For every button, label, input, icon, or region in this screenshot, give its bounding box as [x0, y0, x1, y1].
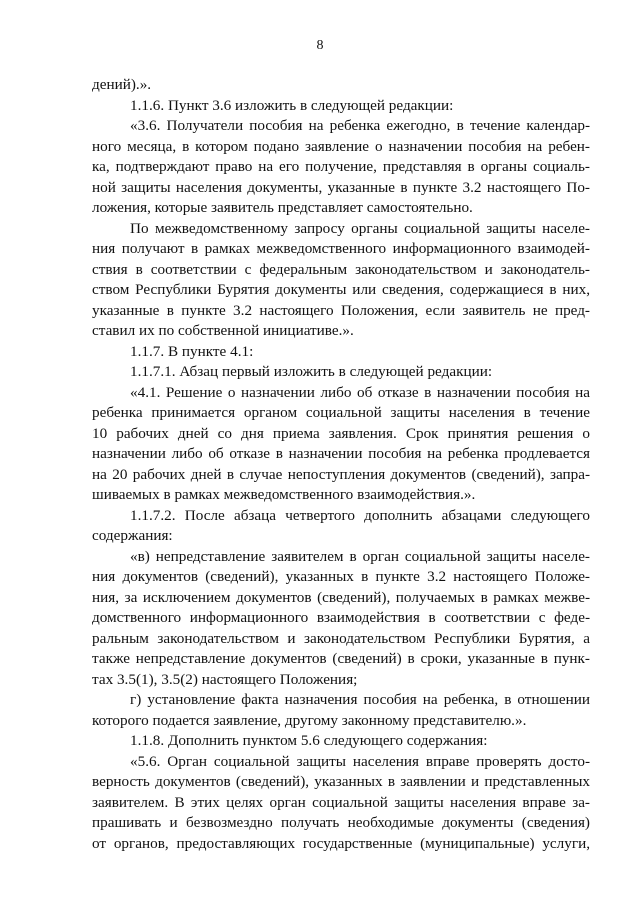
text-line: верность документов (сведений), указанных в заявлении и представленных [92, 773, 590, 790]
text-line: ставил их по собственной инициативе.». [92, 322, 354, 339]
text-line: дений).». [92, 76, 152, 93]
text-line: от органов, предоставляющих государственные (муниципальные) услуги, [92, 834, 590, 852]
text-line: «в) непредставление заявителем в орган социальной защиты населе- [130, 547, 590, 565]
text-line: домственного информационного взаимодействия в соответствии с феде- [92, 609, 590, 626]
text-line: тах 3.5(1), 3.5(2) настоящего Положения; [92, 670, 358, 688]
text-line: ребенка принимается органом социальной защиты населения в течение [92, 404, 590, 421]
text-line: прашивать и безвозмездно получать необходимые документы (сведения) [92, 814, 590, 831]
text-line: «5.6. Орган социальной защиты населения вправе проверять досто- [130, 752, 590, 770]
text-line: По межведомственному запросу органы социальной защиты населе- [130, 219, 590, 237]
text-line: 1.1.7. В пункте 4.1: [130, 342, 254, 360]
text-line: 10 рабочих дней со дня приема заявления. Срок принятия решения о [92, 424, 590, 442]
text-line: ствия в соответствии с федеральным законодательством и законодатель- [92, 260, 590, 278]
text-line: на 20 рабочих дней в случае непоступления документов (сведений), запра- [92, 465, 590, 483]
page-number: 8 [316, 38, 324, 53]
text-line: шиваемых в рамках межведомственного взаимодействия.». [92, 486, 476, 503]
text-line: 1.1.6. Пункт 3.6 изложить в следующей редакции: [130, 96, 454, 114]
text-line: содержания: [92, 527, 173, 544]
text-line: назначении либо об отказе в назначении пособия на ребенка продлевается [92, 445, 590, 462]
text-line: г) установление факта назначения пособия на ребенка, в отношении [130, 691, 590, 708]
text-line: ством Республики Бурятия документы или сведения, содержащиеся в них, [92, 281, 590, 298]
document-body [92, 75, 590, 854]
text-line: 1.1.8. Дополнить пунктом 5.6 следующего содержания: [130, 732, 488, 749]
text-line: также непредставление документов (сведений) в сроки, указанные в пунк- [92, 650, 590, 667]
text-line: ния документов (сведений), указанных в пункте 3.2 настоящего Положе- [92, 568, 590, 585]
text-line: ния получают в рамках межведомственного информационного взаимодей- [92, 240, 590, 257]
text-line: 1.1.7.2. После абзаца четвертого дополнить абзацами следующего [130, 506, 590, 524]
text-line: указанные в пункте 3.2 настоящего Положения, если заявитель не пред- [92, 301, 590, 319]
text-line: ного месяца, в котором подано заявление о назначении пособия на ребен- [92, 137, 590, 155]
text-line: заявителем. В этих целях орган социальной защиты населения вправе за- [92, 793, 590, 811]
text-line: ка, подтверждают право на его получение, представляя в органы социаль- [92, 158, 590, 175]
text-line: ложения, которые заявитель представляет самостоятельно. [92, 199, 473, 216]
text-line: которого подается заявление, другому законному представителю.». [92, 711, 527, 729]
text-line: «4.1. Решение о назначении либо об отказе в назначении пособия на [130, 383, 590, 401]
text-line: 1.1.7.1. Абзац первый изложить в следующей редакции: [130, 363, 493, 380]
text-line: ральным законодательством и законодательством Республики Бурятия, а [92, 629, 590, 647]
text-line: «3.6. Получатели пособия на ребенка ежегодно, в течение календар- [130, 117, 590, 134]
text-line: ния, за исключением документов (сведений), получаемых в рамках межве- [92, 588, 590, 606]
text-line: ной защиты населения документы, указанные в пункте 3.2 настоящего По- [92, 178, 590, 196]
